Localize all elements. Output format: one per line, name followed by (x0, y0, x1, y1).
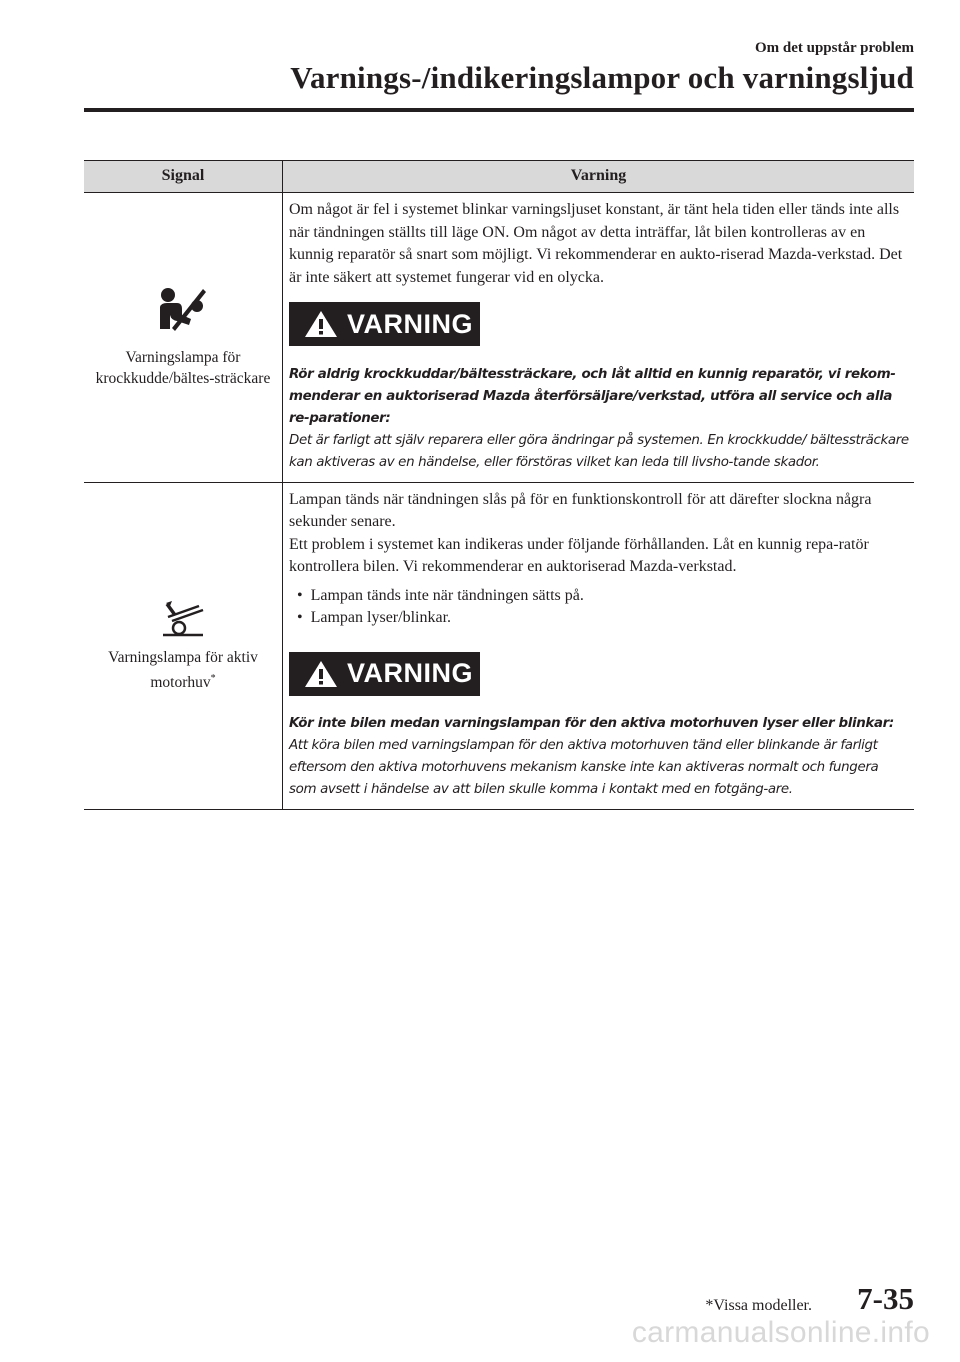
bullet-glyph: • (297, 586, 303, 604)
bullet-glyph: • (297, 609, 303, 626)
warning-cell (283, 193, 915, 483)
table-row (84, 482, 914, 810)
header-rule (84, 108, 914, 112)
warning-cell (283, 482, 915, 810)
airbag-seatbelt-pretensioner-icon (155, 285, 211, 337)
signal-cell (84, 482, 283, 810)
list-item: • Lampan lyser/blinkar. (297, 607, 909, 630)
description-paragraph: Om något är fel i systemet blinkar varningsljuset konstant, är tänt hela tiden eller tänds inte alls när tändningen ställts till läge ON. Om något av detta inträffar, låt bilen kontrolleras av en kunnig reparatör så snart som möjligt. Vi rekommenderar en aukto-riserad Mazda-verkstad. Det är inte säkert att systemet fungerar vid en olycka. (289, 201, 903, 286)
condition-list (289, 585, 909, 630)
signal-name: Varningslampa för krockkudde/bältes-sträckare (95, 349, 271, 388)
warning-badge (289, 302, 480, 346)
table-header-row (84, 161, 914, 193)
column-header-signal: Signal (84, 161, 283, 193)
warning-lead: Kör inte bilen medan varningslampan för den aktiva motorhuven lyser eller blinkar: (289, 716, 894, 731)
signal-cell (84, 193, 283, 483)
warning-label: VARNING (347, 308, 474, 339)
warning-badge (289, 652, 480, 696)
warning-body: Att köra bilen med varningslampan för den aktiva motorhuven tänd eller blinkande är farligt eftersom den aktiva motorhuvens mekanism kanske inte kan aktiveras normalt och fungera som avsett i händelse av att bilen skulle komma i kontakt med en fotgäng-are. (289, 738, 879, 797)
active-bonnet-icon (159, 599, 207, 637)
column-header-warning: Varning (283, 161, 915, 193)
page-title: Varnings-/indikeringslampor och varningsljud (290, 60, 914, 95)
footnote-marker: * (210, 672, 216, 684)
warning-lead: Rör aldrig krockkuddar/bältessträckare, och låt alltid en kunnig reparatör, vi rekom-menderar en auktoriserad Mazda återförsäljare/verkstad, utföra all service och alla re-parationer: (289, 366, 896, 426)
watermark: carmanualsonline.info (631, 1316, 930, 1349)
table-row (84, 193, 914, 483)
warning-triangle-icon (303, 309, 339, 339)
list-item: • Lampan tänds inte när tändningen sätts på. (297, 585, 909, 608)
description-paragraph: Lampan tänds när tändningen slås på för en funktionskontroll för att därefter slockna några sekunder senare. (289, 490, 872, 530)
signal-table (84, 160, 914, 810)
warning-triangle-icon (303, 659, 339, 689)
footnote: *Vissa modeller. (705, 1297, 812, 1314)
warning-body: Det är farligt att själv reparera eller göra ändringar på systemen. En krockkudde/ bältessträckare kan aktiveras av en händelse, eller förstöras vilket kan leda till livsho-tande skador. (289, 432, 909, 470)
description-paragraph: Ett problem i systemet kan indikeras under följande förhållanden. Låt en kunnig repa-ratör kontrollera bilen. Vi rekommenderar en auktoriserad Mazda-verkstad. (289, 535, 869, 575)
section-subtitle: Om det uppstår problem (754, 40, 914, 56)
page-number: 7-35 (857, 1281, 914, 1316)
warning-label: VARNING (347, 658, 474, 689)
signal-name: Varningslampa för aktiv motorhuv* (108, 648, 258, 691)
